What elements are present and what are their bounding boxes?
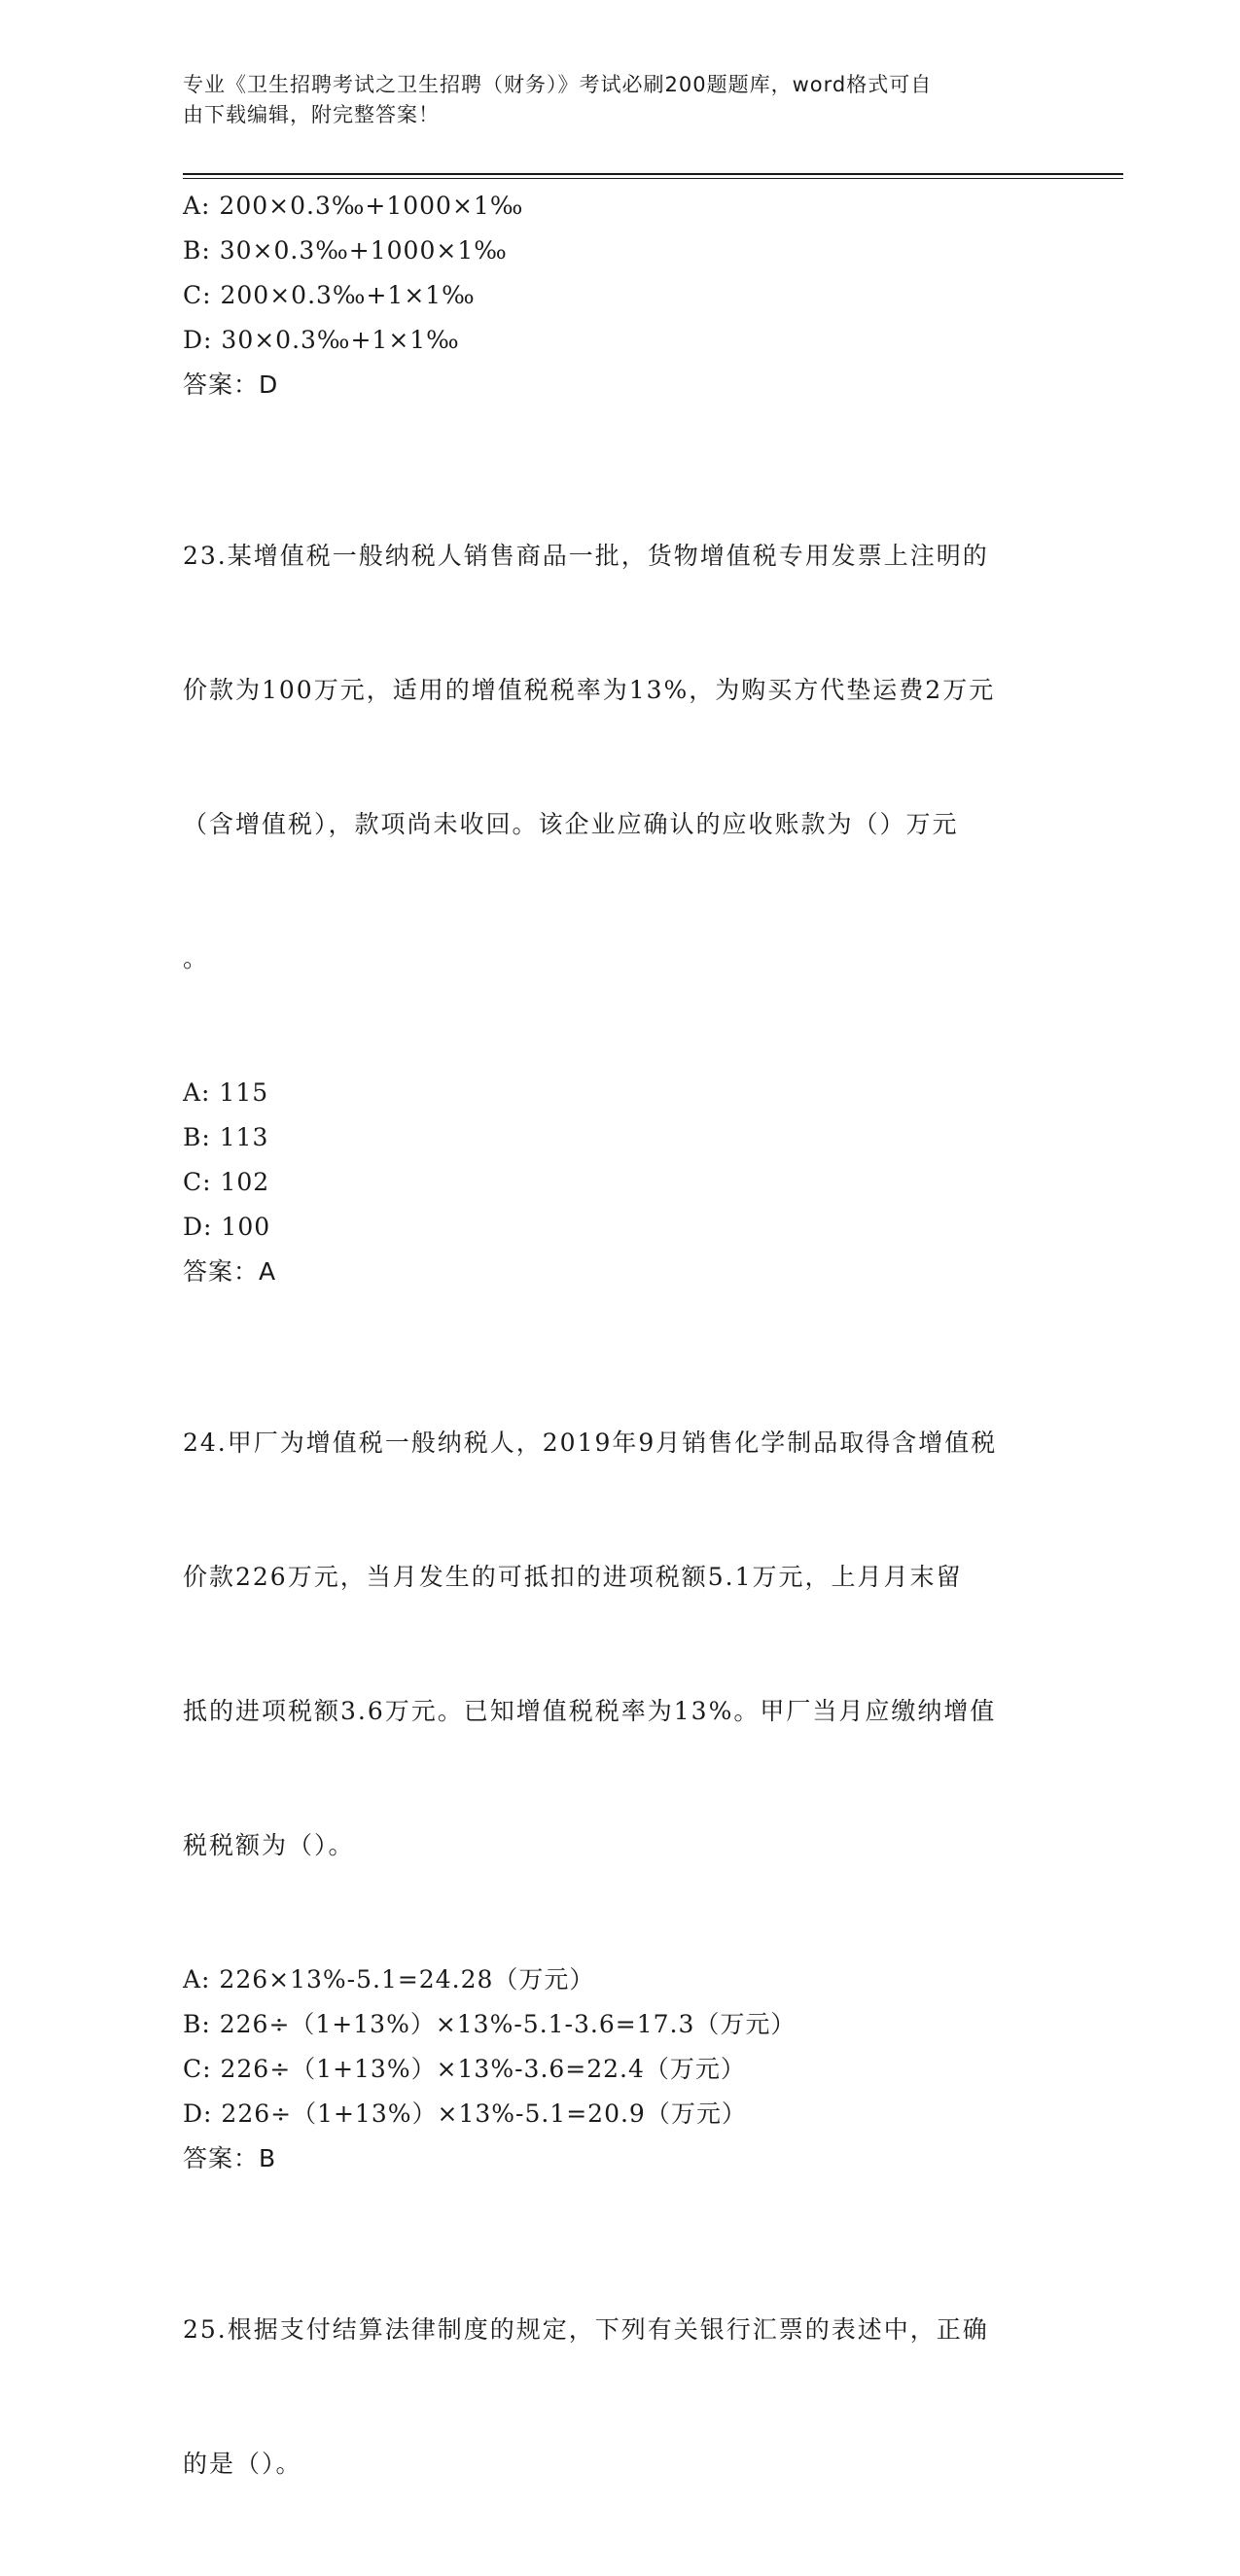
- header-line-2: 由下载编辑，附完整答案！: [183, 103, 440, 126]
- option-a: A: 200×0.3‰+1000×1‰: [183, 192, 524, 220]
- option-b: B: 226÷（1+13%）×13%-5.1-3.6=17.3（万元）: [183, 2010, 797, 2038]
- stem-line: 25.根据支付结算法律制度的规定，下列有关银行汇票的表述中，正确: [183, 2315, 989, 2344]
- option-c: C: 226÷（1+13%）×13%-3.6=22.4（万元）: [183, 2055, 746, 2083]
- option-a: A: 115: [183, 1078, 269, 1107]
- stem-line: 价款为100万元，适用的增值税税率为13%，为购买方代垫运费2万元: [183, 676, 996, 704]
- answer: 答案：B: [183, 2144, 277, 2172]
- stem-line: 价款226万元，当月发生的可抵扣的进项税额5.1万元，上月月末留: [183, 1563, 963, 1591]
- question-list: [183, 184, 1058, 2576]
- option-c: C: 200×0.3‰+1×1‰: [183, 281, 476, 309]
- option-b: B: 113: [183, 1123, 269, 1151]
- answer: 答案：A: [183, 1257, 277, 1286]
- answer: 答案：D: [183, 371, 279, 399]
- stem-line: （含增值税），款项尚未收回。该企业应确认的应收账款为（）万元: [183, 810, 959, 838]
- header-line-1: 专业《卫生招聘考试之卫生招聘（财务）》考试必刷200题题库，word格式可自: [183, 73, 933, 96]
- header-divider-thick: [183, 173, 1123, 175]
- question-stem: [183, 2218, 1058, 2576]
- stem-line: 。: [183, 944, 210, 972]
- option-d: D: 226÷（1+13%）×13%-5.1=20.9（万元）: [183, 2100, 747, 2128]
- stem-line: 23.某增值税一般纳税人销售商品一批，货物增值税专用发票上注明的: [183, 542, 989, 570]
- stem-line: 的是（）。: [183, 2450, 302, 2478]
- option-d: D: 30×0.3‰+1×1‰: [183, 326, 460, 354]
- document-header: [183, 70, 1058, 130]
- option-b: B: 30×0.3‰+1000×1‰: [183, 236, 508, 265]
- question-22: [183, 184, 1058, 407]
- question-25: [183, 2218, 1058, 2576]
- question-23: [183, 444, 1058, 1294]
- stem-line: 税税额为（）。: [183, 1831, 355, 1859]
- stem-line: 24.甲厂为增值税一般纳税人，2019年9月销售化学制品取得含增值税: [183, 1429, 998, 1457]
- stem-line: 抵的进项税额3.6万元。已知增值税税率为13%。甲厂当月应缴纳增值: [183, 1697, 997, 1725]
- option-a: A: 226×13%-5.1=24.28（万元）: [183, 1965, 595, 1994]
- option-c: C: 102: [183, 1168, 270, 1196]
- question-24: [183, 1331, 1058, 2181]
- option-d: D: 100: [183, 1213, 271, 1241]
- header-divider-thin: [183, 178, 1123, 179]
- question-stem: [183, 1331, 1058, 1958]
- question-stem: [183, 444, 1058, 1071]
